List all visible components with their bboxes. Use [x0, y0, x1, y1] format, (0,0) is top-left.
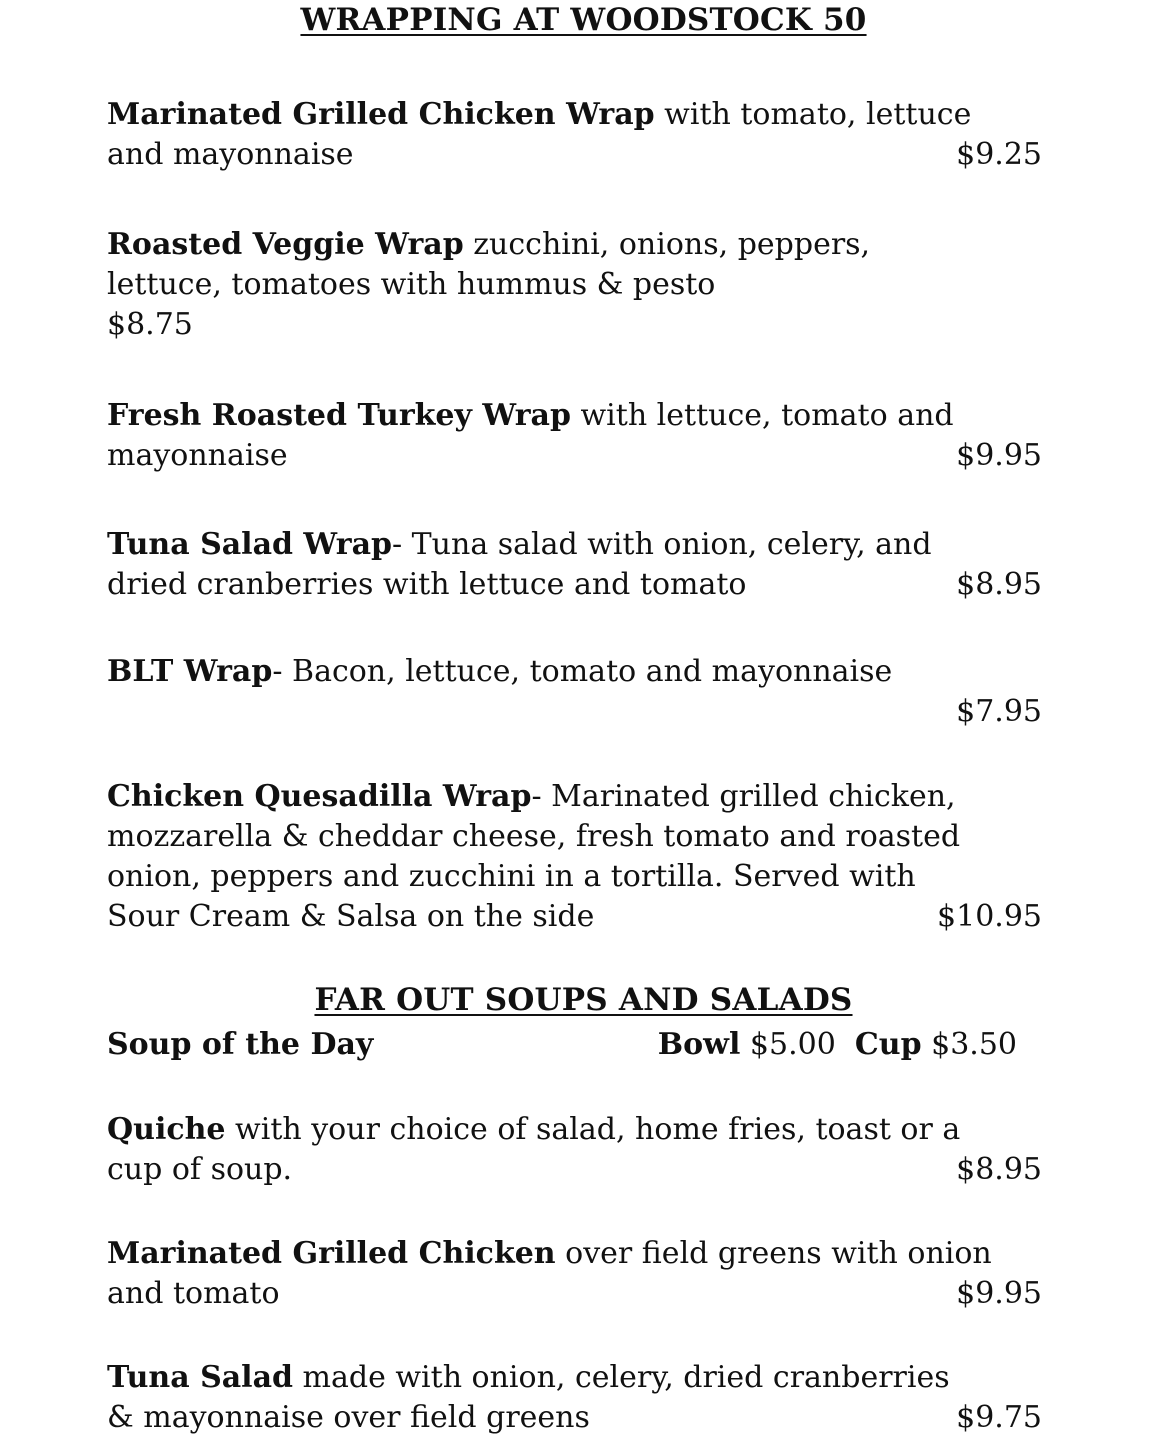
cup-label: Cup: [854, 1027, 922, 1062]
item-name: Tuna Salad Wrap: [107, 527, 392, 562]
item-price-line: [107, 436, 1042, 476]
item-line: [107, 652, 1042, 692]
item-price-line: [107, 1398, 1042, 1438]
item-line: [107, 1358, 1042, 1398]
item-price-line: [107, 692, 1042, 732]
menu-item-quesadilla-wrap: [107, 777, 1042, 937]
item-line: [107, 777, 1042, 817]
item-line: [107, 225, 1042, 265]
item-desc: with tomato, lettuce: [654, 97, 972, 132]
item-name: Roasted Veggie Wrap: [107, 227, 464, 262]
item-name: Soup of the Day: [107, 1027, 374, 1062]
item-price-line: [107, 897, 1042, 937]
item-line: [107, 525, 1042, 565]
item-price: $10.95: [937, 899, 1042, 934]
item-desc: over field greens with onion: [555, 1236, 992, 1271]
item-line: [107, 95, 1042, 135]
item-price: $8.95: [956, 1152, 1042, 1187]
menu-item-turkey-wrap: [107, 396, 1042, 476]
menu-item-veggie-wrap: [107, 225, 1042, 345]
section-title-soups-salads: FAR OUT SOUPS AND SALADS: [314, 982, 853, 1018]
item-name: Chicken Quesadilla Wrap: [107, 779, 532, 814]
item-price: $7.95: [956, 694, 1042, 729]
item-price: $9.95: [956, 438, 1042, 473]
menu-item-grilled-chicken-salad: [107, 1234, 1042, 1314]
item-desc: - Marinated grilled chicken,: [531, 779, 956, 814]
item-name: Marinated Grilled Chicken Wrap: [107, 97, 655, 132]
item-price-line: [107, 135, 1042, 175]
menu-item-soup: [107, 1025, 1017, 1065]
menu-item-tuna-salad: [107, 1358, 1042, 1438]
item-price-line: [107, 565, 1042, 605]
menu-item-quiche: [107, 1110, 1042, 1190]
item-desc: - Bacon, lettuce, tomato and mayonnaise: [272, 654, 893, 689]
item-line: [107, 1110, 1042, 1150]
item-desc: dried cranberries with lettuce and tomato: [107, 567, 747, 602]
item-price: $8.75: [107, 307, 193, 342]
menu-item-blt-wrap: [107, 652, 1042, 732]
item-desc: with your choice of salad, home fries, toast or a: [225, 1112, 961, 1147]
item-name: Tuna Salad: [107, 1360, 293, 1395]
item-desc: cup of soup.: [107, 1152, 293, 1187]
item-name: Quiche: [107, 1112, 226, 1147]
section-title-wraps: WRAPPING AT WOODSTOCK 50: [300, 2, 867, 38]
item-price-line: [107, 1150, 1042, 1190]
item-desc: made with onion, celery, dried cranberries: [293, 1360, 950, 1395]
item-price-line: [107, 1274, 1042, 1314]
cup-price: $3.50: [931, 1027, 1017, 1062]
menu-item-chicken-wrap: [107, 95, 1042, 175]
item-desc: and tomato: [107, 1276, 280, 1311]
item-desc: onion, peppers and zucchini in a tortilla. Served with: [107, 859, 916, 894]
item-desc: mozzarella & cheddar cheese, fresh tomato and roasted: [107, 819, 961, 854]
item-price: $9.25: [956, 137, 1042, 172]
item-name: Marinated Grilled Chicken: [107, 1236, 556, 1271]
item-price: $8.95: [956, 567, 1042, 602]
soup-prices: [658, 1025, 1017, 1065]
bowl-price: $5.00: [749, 1027, 836, 1062]
item-desc: Sour Cream & Salsa on the side: [107, 899, 595, 934]
item-name: BLT Wrap: [107, 654, 273, 689]
item-line: [107, 396, 1042, 436]
menu-item-tuna-wrap: [107, 525, 1042, 605]
bowl-label: Bowl: [657, 1027, 741, 1062]
item-desc: with lettuce, tomato and: [570, 398, 954, 433]
item-price: $9.75: [956, 1400, 1042, 1435]
item-desc: & mayonnaise over field greens: [107, 1400, 590, 1435]
item-desc: - Tuna salad with onion, celery, and: [392, 527, 932, 562]
item-name: Fresh Roasted Turkey Wrap: [107, 398, 571, 433]
item-desc: lettuce, tomatoes with hummus & pesto: [107, 267, 716, 302]
item-price: $9.95: [956, 1276, 1042, 1311]
item-desc: and mayonnaise: [107, 137, 354, 172]
item-desc: zucchini, onions, peppers,: [463, 227, 871, 262]
item-line: [107, 1234, 1042, 1274]
item-desc: mayonnaise: [107, 438, 288, 473]
